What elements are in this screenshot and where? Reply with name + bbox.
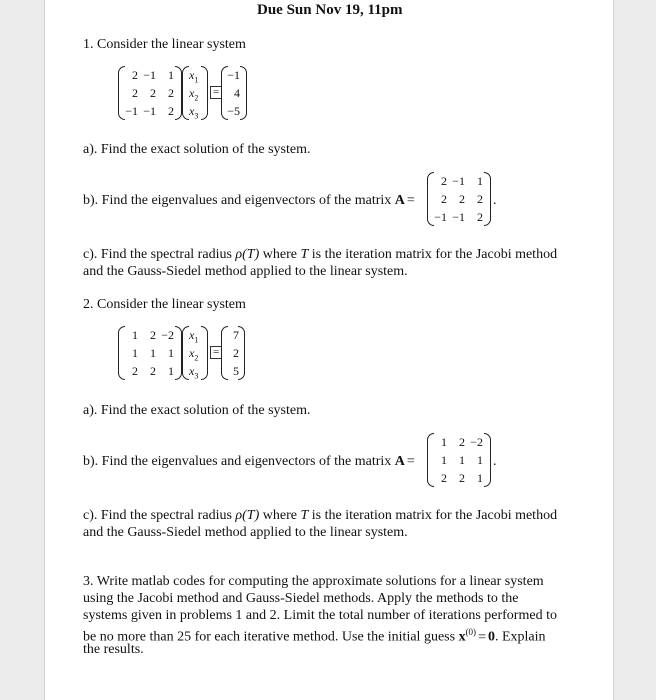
- matrix-entry: 1: [459, 453, 465, 467]
- due-date-heading: Due Sun Nov 19, 11pm: [257, 2, 403, 18]
- matrix-entry: −1: [452, 210, 465, 224]
- matrix-entry: 2: [459, 435, 465, 449]
- matrix-entry: 1: [150, 346, 156, 360]
- document-page: [44, 0, 614, 700]
- matrix-entry: 1: [168, 346, 174, 360]
- matrix-entry: 2: [459, 471, 465, 485]
- q1-eigen-matrix: [427, 172, 491, 226]
- matrix-entry: −1: [452, 174, 465, 188]
- vector-entry: 4: [234, 86, 240, 100]
- q3-line-5: the results.: [83, 642, 144, 657]
- period: .: [493, 193, 497, 208]
- period: .: [493, 454, 497, 469]
- vector-variable: $x_1$: [189, 328, 199, 345]
- matrix-entry: 1: [477, 174, 483, 188]
- matrix-entry: 1: [477, 453, 483, 467]
- vector-variable: $x_2$: [189, 86, 199, 103]
- matrix-entry: 2: [150, 328, 156, 342]
- q1-intro: 1. Consider the linear system: [83, 37, 246, 52]
- q1-part-a: a). Find the exact solution of the system.: [83, 142, 311, 157]
- matrix-entry: 2: [168, 86, 174, 100]
- q1-part-c-line2: and the Gauss-Siedel method applied to the linear system.: [83, 264, 408, 279]
- matrix-entry: 2: [441, 174, 447, 188]
- matrix-entry: 2: [150, 364, 156, 378]
- q3-line-1: 3. Write matlab codes for computing the approximate solutions for a linear system: [83, 574, 544, 589]
- matrix-entry: 1: [441, 435, 447, 449]
- matrix-entry: 2: [150, 86, 156, 100]
- matrix-entry: 2: [459, 192, 465, 206]
- q2-rhs-vector: [221, 326, 245, 380]
- q3-line-3: systems given in problems 1 and 2. Limit the total number of iterations performed to: [83, 608, 557, 623]
- vector-variable: $x_1$: [189, 68, 199, 85]
- matrix-entry: 2: [477, 192, 483, 206]
- matrix-entry: 2: [168, 104, 174, 118]
- q2-variable-vector: [182, 326, 208, 380]
- q1-part-b: b). Find the eigenvalues and eigenvectors of the matrix A =: [83, 193, 415, 208]
- matrix-entry: −1: [434, 210, 447, 224]
- vector-variable: $x_3$: [189, 104, 199, 121]
- matrix-entry: 2: [441, 471, 447, 485]
- q1-coefficient-matrix: [118, 66, 182, 120]
- matrix-entry: 1: [477, 471, 483, 485]
- q3-line-2: using the Jacobi method and Gauss-Siedel methods. Apply the methods to the: [83, 591, 519, 606]
- matrix-entry: 2: [441, 192, 447, 206]
- q2-intro: 2. Consider the linear system: [83, 297, 246, 312]
- matrix-entry: 2: [132, 364, 138, 378]
- vector-variable: $x_2$: [189, 346, 199, 363]
- q3-line-4: be no more than 25 for each iterative method. Use the initial guess $x^{(0)} = 0$. Explain: [83, 627, 546, 645]
- vector-variable: $x_3$: [189, 364, 199, 381]
- q1-rhs-vector: [221, 66, 247, 120]
- matrix-entry: 1: [132, 328, 138, 342]
- equals-sign: =: [210, 86, 222, 99]
- matrix-entry: 1: [168, 364, 174, 378]
- matrix-entry: 1: [132, 346, 138, 360]
- q2-part-c-line2: and the Gauss-Siedel method applied to the linear system.: [83, 525, 408, 540]
- equals-sign: =: [210, 346, 222, 359]
- matrix-entry: −1: [143, 104, 156, 118]
- vector-entry: −1: [227, 68, 240, 82]
- q2-part-c: c). Find the spectral radius ρ(T) where T is the iteration matrix for the Jacobi method: [83, 508, 558, 523]
- q1-part-c: c). Find the spectral radius ρ(T) where T is the iteration matrix for the Jacobi method: [83, 247, 558, 262]
- q2-part-b: b). Find the eigenvalues and eigenvectors of the matrix A =: [83, 454, 415, 469]
- vector-entry: 5: [233, 364, 239, 378]
- matrix-entry: −2: [161, 328, 174, 342]
- vector-entry: 7: [233, 328, 239, 342]
- vector-entry: 2: [233, 346, 239, 360]
- matrix-entry: 1: [441, 453, 447, 467]
- matrix-entry: 1: [168, 68, 174, 82]
- q1-variable-vector: [182, 66, 208, 120]
- q2-eigen-matrix: [427, 433, 491, 487]
- matrix-entry: 2: [132, 86, 138, 100]
- matrix-entry: 2: [477, 210, 483, 224]
- q2-part-a: a). Find the exact solution of the system.: [83, 403, 311, 418]
- vector-entry: −5: [227, 104, 240, 118]
- matrix-entry: 2: [132, 68, 138, 82]
- matrix-entry: −2: [470, 435, 483, 449]
- q2-coefficient-matrix: [118, 326, 182, 380]
- matrix-entry: −1: [125, 104, 138, 118]
- matrix-entry: −1: [143, 68, 156, 82]
